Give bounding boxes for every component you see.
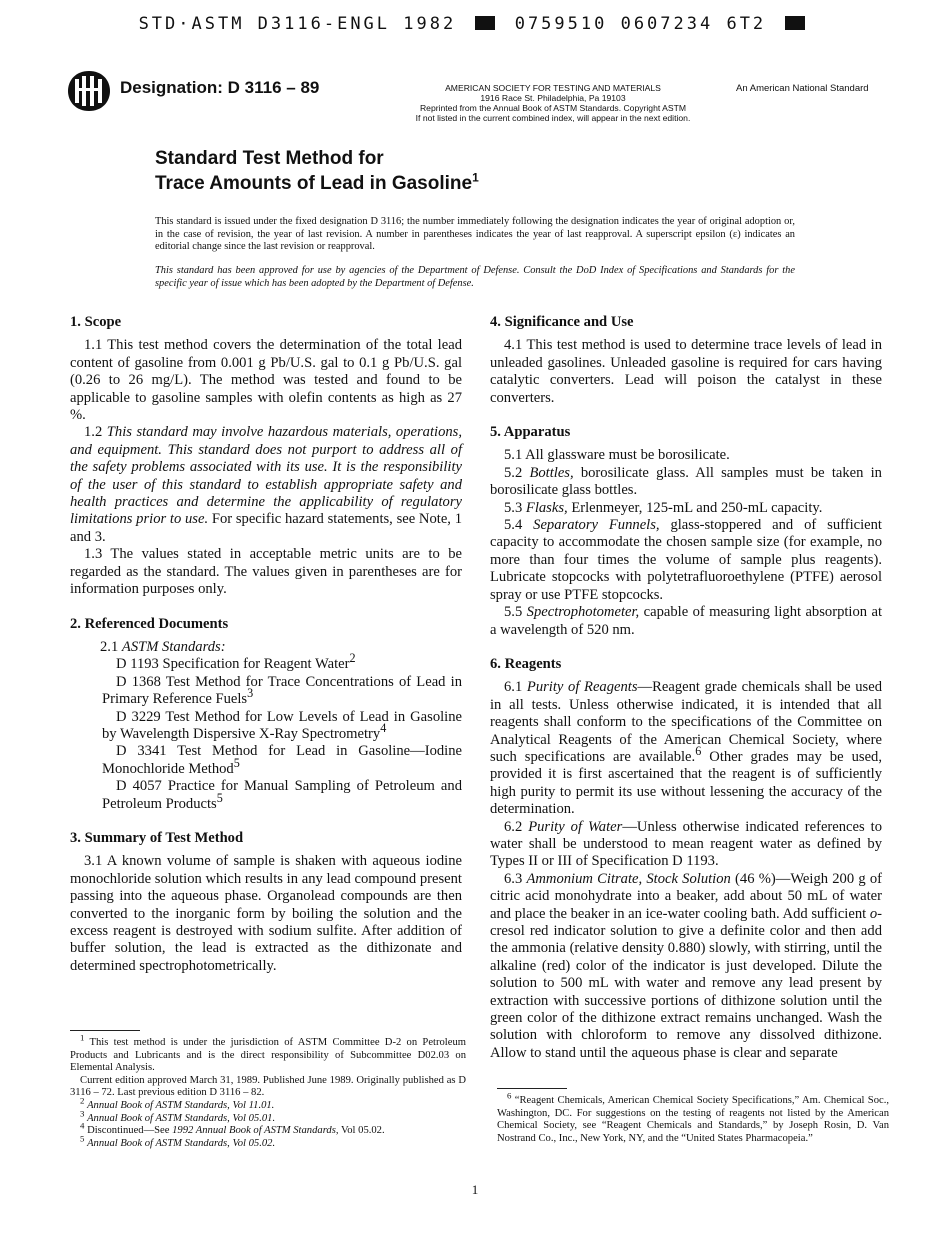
dod-notice: This standard has been approved for use by agencies of the Department of Defense. Consult the DoD Index of Specifications and Standards for the specific year of issue which has been adopted by the Department of Defense. bbox=[155, 265, 795, 289]
document-code: STD·ASTM D3116-ENGL 1982 bbox=[138, 14, 457, 34]
astm-logo-icon bbox=[66, 70, 112, 112]
paragraph: 5.5 Spectrophotometer, capable of measuring light absorption at a wavelength of 520 nm. bbox=[490, 604, 882, 638]
footnote: $^5$ Annual Book of ASTM Standards, Vol 05.02. bbox=[80, 1133, 276, 1149]
paragraph: 5.1 All glassware must be borosilicate. bbox=[504, 447, 730, 464]
section-heading: 2. Referenced Documents bbox=[70, 615, 229, 632]
title-line-1: Standard Test Method for bbox=[155, 148, 384, 169]
issue-notice: This standard is issued under the fixed designation D 3116; the number immediately following the designation indicates the year of original adoption or, in the case of revision, the year of last revision. A number in parentheses indicates the year of last reapproval. A superscript epsilon (ε) indicates an editorial change since the last revision or reapproval. bbox=[155, 216, 795, 252]
paragraph: 5.3 Flasks, Erlenmeyer, 125-mL and 250-mL capacity. bbox=[504, 499, 823, 516]
footnotes-left bbox=[70, 1030, 466, 1150]
reference-item: D 3341 Test Method for Lead in Gasoline—Iodine Monochloride Method$^5$ bbox=[102, 743, 462, 777]
paragraph: 1.3 The values stated in acceptable metric units are to be regarded as the standard. The values given in parentheses are for information purposes only. bbox=[70, 546, 462, 598]
paragraph: 3.1 A known volume of sample is shaken with aqueous iodine monochloride solution which results in any lead compound present passing into the aqueous phase. Organolead compounds are then converted to the inorganic form by boiling the solution and the excess reagent is destroyed with sodium sulfite. After addition of buffer solution, the lead is extracted as the dithizonate and determined spectrophotometrically. bbox=[70, 853, 462, 974]
section-heading: 4. Significance and Use bbox=[490, 314, 634, 330]
paragraph: 6.1 Purity of Reagents—Reagent grade chemicals shall be used in all tests. Unless otherwise indicated, it is intended that all reagents shall conform to the specifications of the Committee on Analytical Reagents of the American Chemical Society, where such specifications are available.$^6$ Other grades may be used, provided it is first ascertained that the reagent is of sufficiently high purity to permit its use without lessening the accuracy of the determination. bbox=[490, 679, 883, 818]
page-number: 1 bbox=[471, 1182, 479, 1197]
right-column bbox=[490, 314, 882, 1062]
title-line-2: Trace Amounts of Lead in Gasoline$^1$ bbox=[155, 170, 479, 194]
footnote: Current edition approved March 31, 1989. Published June 1989. Originally published as D 3116 – 72. Last previous edition D 3116 – 82. bbox=[70, 1074, 466, 1099]
footnote-divider bbox=[70, 1030, 140, 1031]
national-standard-label: An American National Standard bbox=[736, 83, 869, 94]
paragraph: 1.1 This test method covers the determination of the total lead content of gasoline from 0.001 g Pb/U.S. gal to 0.1 g Pb/U.S. gal (0.26 to 26 mg/L). The method was tested and found to be applicable to gasoline samples with olefin contents as high as 27 %. bbox=[70, 337, 462, 424]
document-code-bar bbox=[0, 14, 950, 34]
section-heading: 5. Apparatus bbox=[490, 424, 571, 441]
society-line: 1916 Race St. Philadelphia, Pa 19103 bbox=[480, 93, 626, 103]
footnote: $^4$ Discontinued—See 1992 Annual Book of ASTM Standards, Vol 05.02. bbox=[80, 1120, 385, 1137]
paragraph: 5.2 Bottles, borosilicate glass. All samples must be taken in borosilicate glass bottles. bbox=[490, 464, 882, 499]
document-title bbox=[155, 146, 755, 196]
footnotes-right bbox=[497, 1088, 889, 1145]
footnote: $^1$ This test method is under the jurisdiction of ASTM Committee D-2 on Petroleum Products and Lubricants and is the direct responsibility of Subcommittee D02.03 on Elemental Analysis. bbox=[70, 1032, 466, 1074]
reference-item: D 1193 Specification for Reagent Water$^2$ bbox=[116, 651, 356, 673]
footnote: $^3$ Annual Book of ASTM Standards, Vol 05.01. bbox=[80, 1108, 276, 1124]
document-code-2: 0759510 0607234 6T2 bbox=[514, 14, 767, 34]
section-heading: 6. Reagents bbox=[490, 655, 562, 672]
reference-item: D 4057 Practice for Manual Sampling of Petroleum and Petroleum Products$^5$ bbox=[102, 778, 462, 812]
section-heading: 1. Scope bbox=[70, 314, 122, 330]
paragraph: 1.2 This standard may involve hazardous materials, operations, and equipment. This standard does not purport to address all of the safety problems associated with its use. It is the responsibility of the user of this standard to establish appropriate safety and health practices and determine the applicability of regulatory limitations prior to use. For specific hazard statements, see Note, 1 and 3. bbox=[70, 424, 462, 545]
reference-item: D 1368 Test Method for Trace Concentrations of Lead in Primary Reference Fuels$^3$ bbox=[102, 673, 462, 708]
designation: Designation: D 3116 – 89 bbox=[120, 78, 320, 97]
footnote-divider bbox=[497, 1088, 567, 1089]
society-info bbox=[398, 83, 708, 123]
code-block-mark bbox=[785, 16, 805, 30]
footnote: $^2$ Annual Book of ASTM Standards, Vol 11.01. bbox=[80, 1095, 275, 1111]
paragraph: 6.2 Purity of Water—Unless otherwise indicated references to water shall be understood to mean reagent water as defined by Types II or III of Specification D 1193. bbox=[490, 818, 883, 870]
left-column bbox=[70, 314, 462, 975]
paragraph: 2.1 ASTM Standards: bbox=[100, 638, 226, 655]
paragraph: 5.4 Separatory Funnels, glass-stoppered and of sufficient capacity to accommodate the chosen sample size (for example, no more than four times the volume of sample plus reagents). Lubricate stopcocks with polytetrafluoroethylene (PTFE) aerosol spray or use PTFE stopcocks. bbox=[490, 517, 882, 603]
section-heading: 3. Summary of Test Method bbox=[70, 829, 244, 846]
society-line: If not listed in the current combined index, will appear in the next edition. bbox=[415, 113, 691, 123]
society-line: Reprinted from the Annual Book of ASTM Standards. Copyright ASTM bbox=[419, 103, 687, 113]
code-block-mark bbox=[475, 16, 495, 30]
paragraph: 6.3 Ammonium Citrate, Stock Solution (46 %)—Weigh 200 g of citric acid monohydrate into a beaker, add about 50 mL of water and place the beaker in an ice-water cooling bath. Add sufficient o-cresol red indicator solution to give a definite color and then add the ammonia (relative density 0.880) slowly, with stirring, until the alkaline (red) color of the indicator is just developed. Dilute the solution to 500 mL with water and remove any lead present by extraction with successive portions of dithizone solution until the green color of the dithizone extract remains unchanged. Wash the solution with chloroform to remove any dissolved dithizone. Allow to stand until the aqueous phase is clear and separate bbox=[490, 870, 883, 1061]
footnote: $^6$ “Reagent Chemicals, American Chemical Society Specifications,” Am. Chemical Soc., Washington, DC. For suggestions on the testing of reagents not listed by the American Chemical Society, see “Reagent Chemicals and Standards,” by Joseph Rosin, D. Van Nostrand Co., Inc., New York, NY, and the “United States Pharmacopeia.” bbox=[497, 1090, 889, 1144]
society-line: AMERICAN SOCIETY FOR TESTING AND MATERIALS bbox=[445, 83, 661, 93]
reference-item: D 3229 Test Method for Low Levels of Lead in Gasoline by Wavelength Dispersive X-Ray Spectrometry$^4$ bbox=[102, 708, 462, 742]
paragraph: 4.1 This test method is used to determine trace levels of lead in unleaded gasolines. Unleaded gasoline is required for cars having catalytic converters. Lead will poison the catalyst in these converters. bbox=[490, 337, 882, 406]
